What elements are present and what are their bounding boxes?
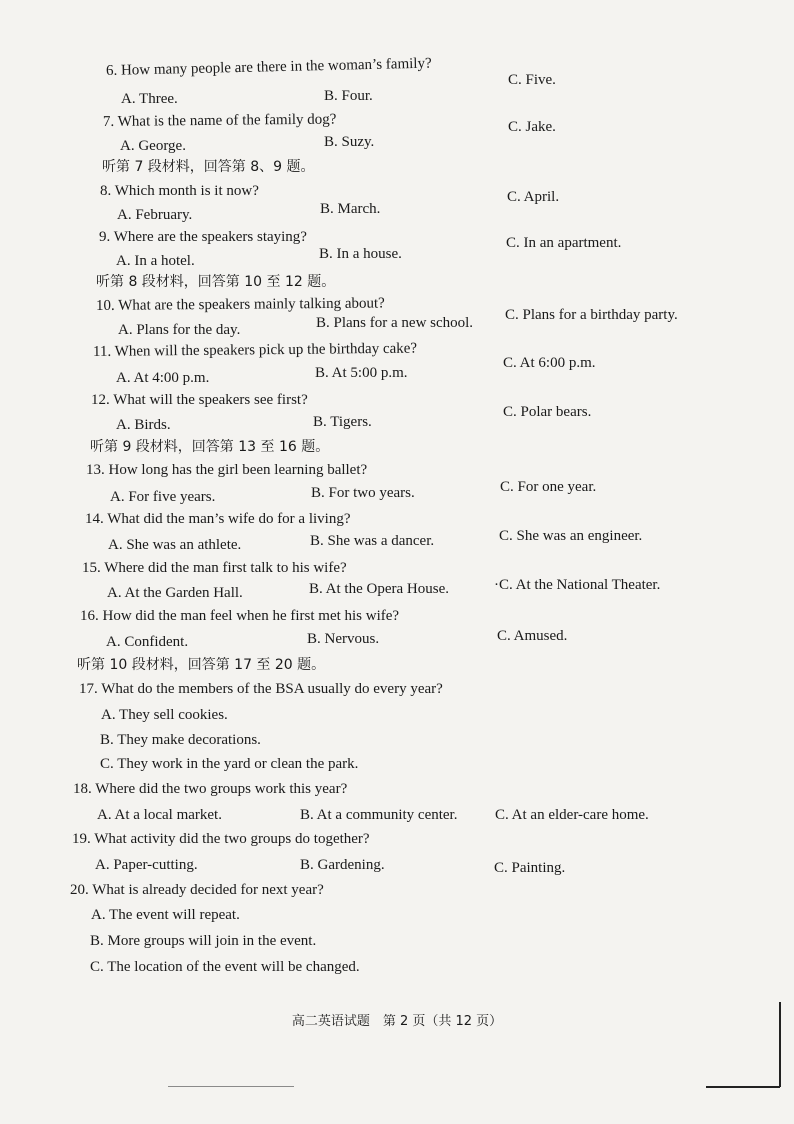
option-c: C. Plans for a birthday party. — [505, 307, 678, 323]
question-stem: 16. How did the man feel when he first met his wife? — [80, 608, 400, 624]
question-stem: 13. How long has the girl been learning ballet? — [86, 462, 368, 478]
question-stem: 8. Which month is it now? — [100, 183, 259, 199]
section-heading: 听第 8 段材料，回答第 10 至 12 题。 — [96, 274, 336, 290]
option-b: B. Four. — [324, 88, 373, 104]
option-b: B. At a community center. — [300, 807, 458, 823]
option-a: A. Confident. — [106, 634, 189, 650]
option-a: A. For five years. — [110, 489, 216, 505]
option-a: A. At 4:00 p.m. — [116, 370, 210, 386]
option-a: A. The event will repeat. — [91, 907, 240, 923]
option-a: A. George. — [120, 138, 186, 154]
question-stem: 20. What is already decided for next year? — [70, 882, 324, 898]
option-c: ·C. At the National Theater. — [494, 577, 661, 593]
section-heading: 听第 10 段材料，回答第 17 至 20 题。 — [77, 657, 326, 673]
divider — [779, 1002, 781, 1087]
page-footer: 高二英语试题 第 2 页（共 12 页） — [291, 1014, 503, 1029]
option-c: C. Painting. — [494, 860, 566, 876]
option-c: C. Amused. — [497, 628, 568, 644]
question-stem: 6. How many people are there in the woman’s family? — [105, 55, 432, 79]
option-a: A. She was an athlete. — [108, 537, 242, 553]
option-a: A. Birds. — [116, 417, 171, 433]
option-b: B. At the Opera House. — [309, 581, 449, 597]
option-c: C. The location of the event will be changed. — [90, 959, 360, 975]
option-a: A. At the Garden Hall. — [107, 585, 243, 601]
option-b: B. Gardening. — [300, 857, 385, 873]
option-c: C. April. — [507, 189, 560, 205]
option-c: C. Polar bears. — [503, 404, 592, 420]
question-stem: 11. When will the speakers pick up the birthday cake? — [92, 340, 418, 360]
question-stem: 15. Where did the man first talk to his wife? — [82, 560, 347, 576]
option-a: A. At a local market. — [97, 807, 222, 823]
option-c: C. Jake. — [508, 119, 556, 135]
option-b: B. March. — [320, 201, 381, 217]
section-heading: 听第 7 段材料，回答第 8、9 题。 — [102, 159, 315, 175]
option-b: B. Tigers. — [313, 414, 372, 430]
option-c: C. They work in the yard or clean the park. — [100, 756, 359, 772]
option-c: C. At an elder-care home. — [495, 807, 649, 823]
divider — [168, 1086, 294, 1087]
option-b: B. At 5:00 p.m. — [315, 365, 408, 381]
option-b: B. For two years. — [311, 485, 415, 501]
option-a: A. Three. — [121, 91, 178, 107]
option-c: C. Five. — [508, 72, 556, 88]
question-stem: 18. Where did the two groups work this year? — [73, 781, 348, 797]
option-a: A. Paper-cutting. — [95, 857, 198, 873]
divider — [706, 1086, 780, 1088]
option-c: C. In an apartment. — [506, 235, 622, 251]
option-b: B. More groups will join in the event. — [90, 933, 317, 949]
option-b: B. Plans for a new school. — [316, 315, 474, 331]
question-stem: 17. What do the members of the BSA usually do every year? — [79, 681, 443, 697]
option-b: B. Nervous. — [307, 631, 380, 647]
option-c: C. At 6:00 p.m. — [503, 355, 596, 371]
option-c: C. For one year. — [500, 479, 597, 495]
option-a: A. They sell cookies. — [101, 707, 228, 723]
option-a: A. February. — [117, 207, 193, 223]
option-b: B. In a house. — [319, 246, 402, 262]
section-heading: 听第 9 段材料，回答第 13 至 16 题。 — [90, 439, 330, 455]
option-b: B. Suzy. — [324, 134, 375, 150]
question-stem: 7. What is the name of the family dog? — [102, 111, 337, 130]
option-c: C. She was an engineer. — [499, 528, 643, 544]
question-stem: 19. What activity did the two groups do together? — [72, 831, 370, 847]
question-stem: 14. What did the man’s wife do for a living? — [85, 511, 351, 527]
question-stem: 10. What are the speakers mainly talking about? — [95, 295, 385, 314]
option-a: A. In a hotel. — [116, 253, 195, 269]
option-b: B. They make decorations. — [100, 732, 261, 748]
question-stem: 9. Where are the speakers staying? — [99, 229, 307, 245]
question-stem: 12. What will the speakers see first? — [91, 392, 308, 408]
option-b: B. She was a dancer. — [310, 533, 435, 549]
option-a: A. Plans for the day. — [118, 322, 241, 338]
